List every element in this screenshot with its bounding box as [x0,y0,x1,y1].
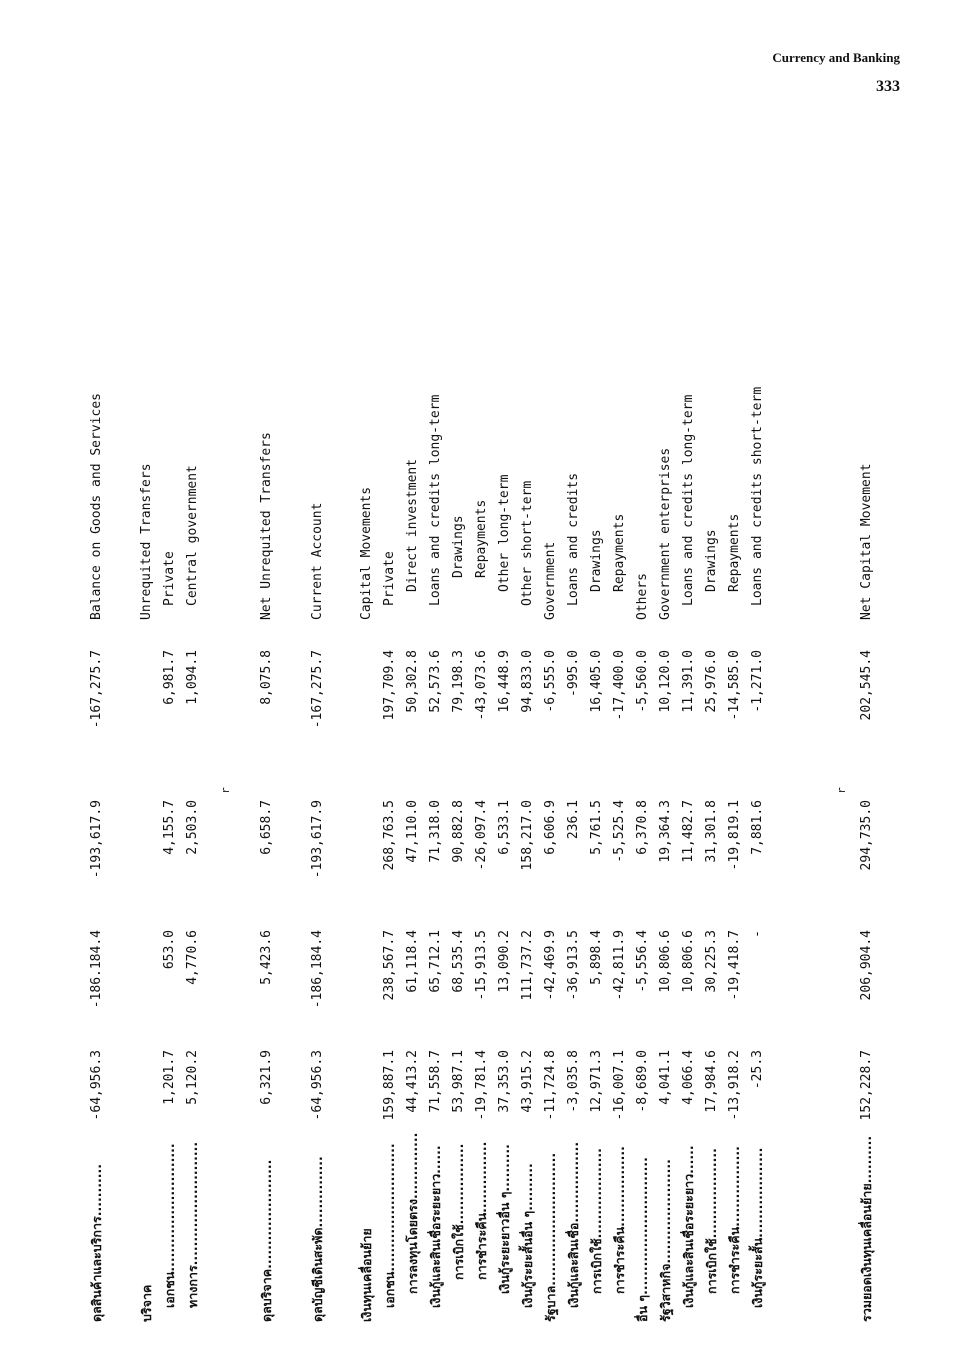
value-cell: 65,712.1 [428,930,443,993]
value-cell: -42,469.9 [543,930,558,1001]
value-cell: 10,120.0 [658,650,673,713]
value-cell: 71,558.7 [428,1050,443,1113]
value-cell: 152,228.7 [859,1050,874,1121]
value-cell: -13,918.2 [727,1050,742,1121]
value-cell: -11,724.8 [543,1050,558,1121]
thai-label: เอกชน........................... [162,1143,177,1308]
english-label: Net Unrequited Transfers [259,432,274,620]
value-cell: 25,976.0 [704,650,719,713]
english-label: Loans and credits long-term [428,394,443,606]
value-cell: 5,898.4 [589,930,604,985]
thai-label: อื่น ๆ............................. [635,1157,650,1322]
value-cell: -5,556.4 [635,930,650,993]
value-cell: 90,882.8 [451,800,466,863]
value-cell: 19,364.3 [658,800,673,863]
value-cell: 238,567.7 [382,930,397,1001]
value-cell: -19,781.4 [474,1050,489,1121]
value-cell: 159,887.1 [382,1050,397,1121]
value-cell: -8,689.0 [635,1050,650,1113]
english-label: Unrequited Transfers [139,463,154,620]
value-cell: 50,302.8 [405,650,420,713]
value-cell: -42,811.9 [612,930,627,1001]
value-cell: -19,819.1 [727,800,742,871]
value-cell: 43,915.2 [520,1050,535,1113]
revision-mark: r [218,787,232,794]
thai-label: ดุลบริจาค....................... [259,1159,274,1322]
thai-label: เงินกู้ระยะสั้นอื่น ๆ.......... [520,1163,535,1308]
thai-label: เงินกู้และสินเชื่อ................. [566,1141,581,1308]
english-label: Repayments [612,513,627,592]
value-cell: 17,984.6 [704,1050,719,1113]
value-cell: 6,321.9 [259,1050,274,1105]
value-cell: 5,423.6 [259,930,274,985]
value-cell: -193,617.9 [89,800,104,879]
value-cell: 79,198.3 [451,650,466,713]
value-cell: 16,448.9 [497,650,512,713]
value-cell: -14,585.0 [727,650,742,721]
value-cell: 4,770.6 [185,930,200,985]
english-label: Loans and credits short-term [750,386,765,606]
thai-label: เอกชน........................... [382,1143,397,1308]
page-number: 333 [876,78,900,95]
english-label: Loans and credits long-term [681,394,696,606]
value-cell: 31,301.8 [704,800,719,863]
thai-label: การเบิกใช้................... [704,1148,719,1294]
value-cell: -5,560.0 [635,650,650,713]
value-cell: 1,094.1 [185,650,200,705]
english-label: Government [543,541,558,620]
value-cell: -186,184.4 [310,930,325,1009]
value-cell: -995.0 [566,650,581,697]
english-label: Private [162,551,177,606]
value-cell: -17,400.0 [612,650,627,721]
value-cell: 8,075.8 [259,650,274,705]
english-label: Repayments [474,499,489,578]
english-label: Other short-term [520,480,535,606]
value-cell: -36,913.5 [566,930,581,1001]
value-cell: -186.184.4 [89,930,104,1009]
value-cell: -64,956.3 [310,1050,325,1121]
value-cell: -25.3 [750,1050,765,1090]
english-label: Net Capital Movement [859,463,874,620]
value-cell: 12,971.3 [589,1050,604,1113]
value-cell: 52,573.6 [428,650,443,713]
value-cell: 111,737.2 [520,930,535,1001]
value-cell: -64,956.3 [89,1050,104,1121]
english-label: Balance on Goods and Services [89,393,104,620]
thai-label: การชำระคืน................. [612,1146,627,1294]
value-cell: -6,555.0 [543,650,558,713]
english-label: Other long-term [497,474,512,592]
value-cell: 44,413.2 [405,1050,420,1113]
value-cell: 5,120.2 [185,1050,200,1105]
value-cell: 6,370.8 [635,800,650,855]
value-cell: 6,658.7 [259,800,274,855]
value-cell: 202,545.4 [859,650,874,721]
value-cell: 268,763.5 [382,800,397,871]
value-cell: - [750,930,765,938]
english-label: Drawings [704,529,719,592]
english-label: Loans and credits [566,472,581,606]
thai-label: การเบิกใช้................. [451,1143,466,1280]
thai-label: รัฐวิสาหกิจ...................... [658,1159,673,1322]
english-label: Government enterprises [658,447,673,620]
value-cell: 294,735.0 [859,800,874,871]
thai-label: บริจาค [139,1284,154,1322]
thai-label: เงินทุนเคลื่อนย้าย [359,1228,374,1322]
value-cell: 37,353.0 [497,1050,512,1113]
thai-label: รวมยอดเงินทุนเคลื่อนย้าย.......... [859,1135,874,1322]
english-label: Central government [185,465,200,606]
value-cell: 94,833.0 [520,650,535,713]
value-cell: 10,806.6 [681,930,696,993]
english-label: Current Account [310,502,325,620]
value-cell: 68,535.4 [451,930,466,993]
value-cell: 7,881.6 [750,800,765,855]
value-cell: 13,090.2 [497,930,512,993]
thai-label: รัฐบาล............................ [543,1152,558,1322]
value-cell: 53,987.1 [451,1050,466,1113]
english-label: Capital Movements [359,486,374,620]
english-label: Repayments [727,513,742,592]
value-cell: 206,904.4 [859,930,874,1001]
value-cell: 5,761.5 [589,800,604,855]
value-cell: 6,606.9 [543,800,558,855]
value-cell: 653.0 [162,930,177,970]
thai-label: เงินกู้ระยะยาวอื่น ๆ.......... [497,1144,512,1294]
value-cell: 158,217.0 [520,800,535,871]
english-label: Drawings [589,529,604,592]
value-cell: 30,225.3 [704,930,719,993]
thai-label: ทางการ.......................... [185,1141,200,1308]
value-cell: -26,097.4 [474,800,489,871]
thai-label: การชำระคืน................. [727,1146,742,1294]
value-cell: 11,482.7 [681,800,696,863]
thai-label: ดุลบัญชีเดินสะพัด............... [310,1156,325,1322]
english-label: Direct investment [405,458,420,592]
value-cell: -19,418.7 [727,930,742,1001]
value-cell: 16,405.0 [589,650,604,713]
value-cell: 71,318.0 [428,800,443,863]
value-cell: -1,271.0 [750,650,765,713]
thai-label: เงินกู้และสินเชื่อระยะยาว...... [428,1145,443,1308]
value-cell: 47,110.0 [405,800,420,863]
value-cell: 1,201.7 [162,1050,177,1105]
value-cell: -193,617.9 [310,800,325,879]
thai-label: การลงทุนโดยตรง.............. [405,1132,420,1294]
value-cell: 4,066.4 [681,1050,696,1105]
thai-label: เงินกู้ระยะสั้น................... [750,1147,765,1308]
english-label: Private [382,551,397,606]
value-cell: -43,073.6 [474,650,489,721]
value-cell: 2,503.0 [185,800,200,855]
value-cell: -16,007.1 [612,1050,627,1121]
thai-label: การเบิกใช้................... [589,1148,604,1294]
value-cell: -167,275.7 [310,650,325,729]
section-title: Currency and Banking [772,50,900,65]
value-cell: 4,041.1 [658,1050,673,1105]
value-cell: -3,035.8 [566,1050,581,1113]
value-cell: -15,913.5 [474,930,489,1001]
revision-mark: r [834,787,848,794]
value-cell: 6,533.1 [497,800,512,855]
value-cell: 61,118.4 [405,930,420,993]
value-cell: -167,275.7 [89,650,104,729]
value-cell: 10,806.6 [658,930,673,993]
thai-label: เงินกู้และสินเชื่อระยะยาว...... [681,1145,696,1308]
value-cell: 236.1 [566,800,581,840]
english-label: Drawings [451,515,466,578]
value-cell: 6,981.7 [162,650,177,705]
english-label: Others [635,573,650,620]
thai-label: ดุลสินค้าและบริการ........... [89,1164,104,1322]
value-cell: 11,391.0 [681,650,696,713]
value-cell: -5,525.4 [612,800,627,863]
value-cell: 197,709.4 [382,650,397,721]
thai-label: การชำระคืน............... [474,1141,489,1280]
value-cell: 4,155.7 [162,800,177,855]
